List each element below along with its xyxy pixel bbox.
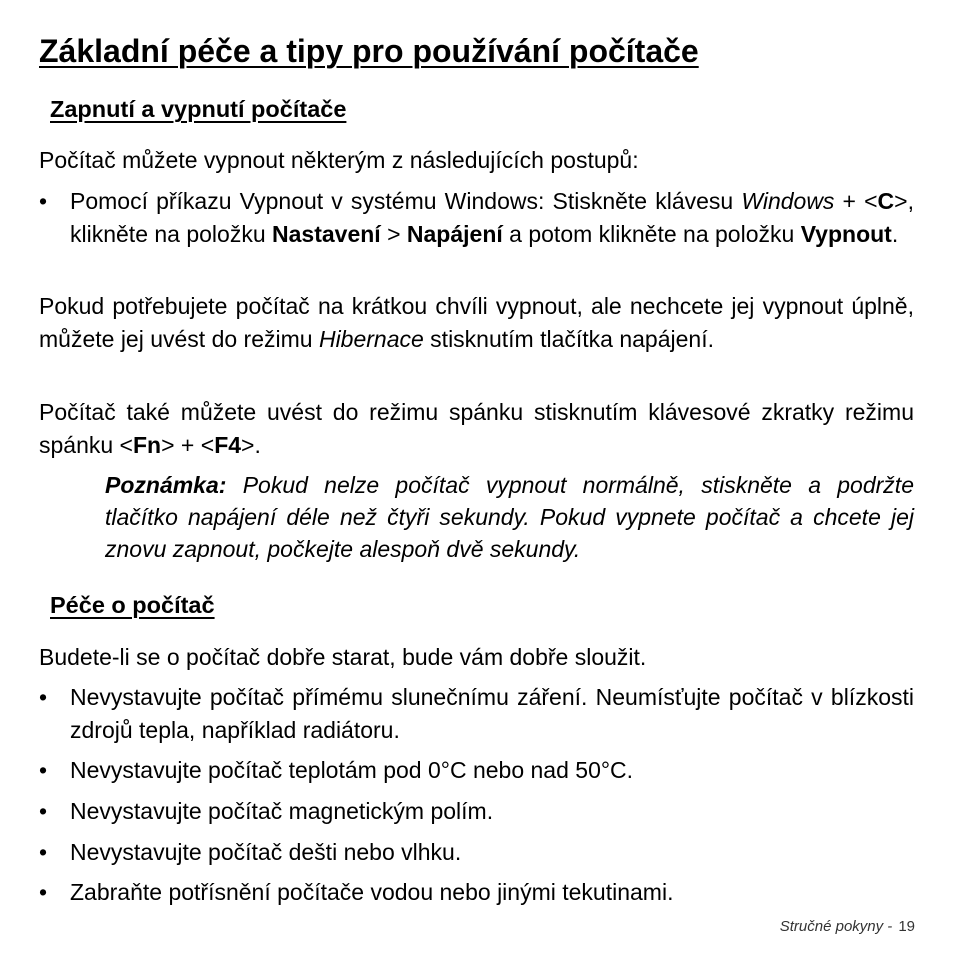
hibernate-paragraph: Pokud potřebujete počítač na krátkou chvíli vypnout, ale nechcete jej vypnout úplně, můžete jej uvést do režimu Hibernace stisknutím tlačítka napájení. <box>39 293 914 352</box>
care-intro: Budete-li se o počítač dobře starat, bude vám dobře sloužit. <box>39 644 647 670</box>
footer-label: Stručné pokyny - <box>779 918 893 935</box>
note-block <box>105 469 914 565</box>
bullet-marker: • <box>39 798 48 824</box>
list-item: • Zabraňte potřísnění počítače vodou nebo jinými tekutinami. <box>39 876 914 909</box>
c-key-text: C <box>877 188 895 214</box>
hibernate-term: Hibernace <box>318 325 424 352</box>
bullet-marker: • <box>39 684 48 710</box>
page-number: 19 <box>898 918 915 935</box>
list-item-shutdown: • Pomocí příkazu Vypnout v systému Windows: Stiskněte klávesu Windows + <C>, klikněte na položku Nastavení > Napájení a potom klikněte na položku Vypnout. <box>39 185 914 250</box>
power-intro: Počítač můžete vypnout některým z následujících postupů: <box>39 147 639 173</box>
section-heading-care: Péče o počítač <box>50 592 215 618</box>
fn-key-text: Fn <box>133 431 162 458</box>
bullet-marker: • <box>39 757 48 783</box>
note-text: Pokud nelze počítač vypnout normálně, stiskněte a podržte tlačítko napájení déle než čtyři sekundy. Pokud vypnete počítač a chcete jej znovu zapnout, počkejte alespoň dvě sekundy. <box>105 472 914 562</box>
list-item: • Nevystavujte počítač magnetickým polím. <box>39 795 914 828</box>
bullet-marker: • <box>39 879 48 905</box>
power-text: Napájení <box>406 220 503 247</box>
bullet-marker: • <box>39 188 48 214</box>
f4-key-text: F4 <box>214 431 242 458</box>
list-item: • Nevystavujte počítač přímému slunečnímu záření. Neumísťujte počítač v blízkosti zdrojů tepla, například radiátoru. <box>39 681 914 746</box>
note-label: Poznámka: <box>105 472 227 498</box>
sleep-paragraph: Počítač také můžete uvést do režimu spánku stisknutím klávesové zkratky režimu spánku <Fn> + <F4>. <box>39 399 914 458</box>
list-item: • Nevystavujte počítač teplotám pod 0°C nebo nad 50°C. <box>39 754 914 787</box>
bullet-marker: • <box>39 839 48 865</box>
page-footer <box>780 918 915 935</box>
list-item: • Nevystavujte počítač dešti nebo vlhku. <box>39 836 914 869</box>
shutdown-text: Vypnout <box>800 220 892 247</box>
windows-key-text: Windows <box>741 188 835 214</box>
page-title: Základní péče a tipy pro používání počítače <box>39 33 699 69</box>
settings-text: Nastavení <box>272 220 381 247</box>
section-heading-power: Zapnutí a vypnutí počítače <box>50 96 347 122</box>
